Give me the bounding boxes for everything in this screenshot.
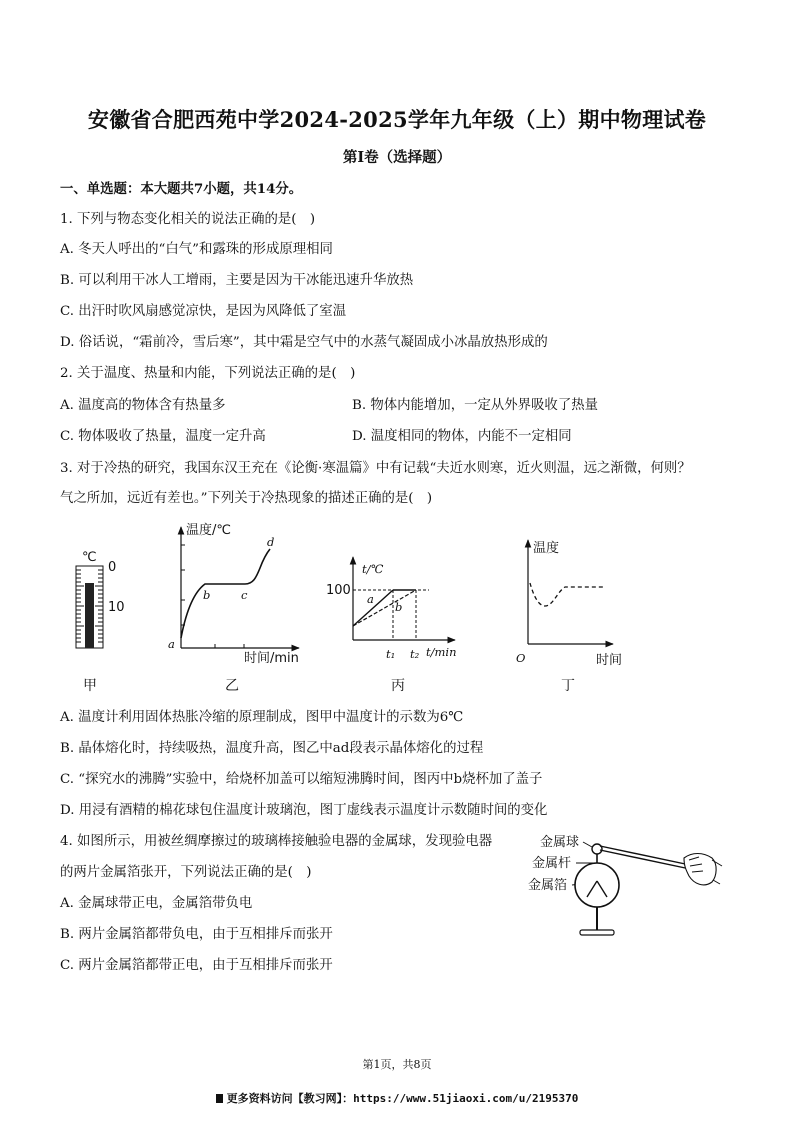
thermometer-liquid-column [85,583,94,648]
page-title: 安徽省合肥西苑中学2024-2025学年九年级（上）期中物理试卷 [87,107,707,132]
boiling-t1-label: t₁ [386,647,396,661]
thermometer-figure [76,550,125,694]
q4-option-c: C. 两片金属箔都带正电，由于互相排斥而张开 [60,958,333,973]
melting-ticks [181,545,244,648]
hand-icon [684,854,716,885]
melting-graph [168,522,299,694]
glass-rod-top [600,846,690,865]
boiling-t2-label: t₂ [410,647,420,661]
resource-link-text: 更多资料访问【教习网】：https://www.51jiaoxi.com/u/2195370 [226,1092,579,1105]
melting-y-label: 温度/℃ [186,523,231,538]
q4-stem-line2: 的两片金属箔张开，下列说法正确的是( ) [60,865,312,880]
q1-option-c: C. 出汗时吹风扇感觉凉快，是因为风降低了室温 [60,304,347,319]
q1-option-a: A. 冬天人呼出的“白气”和露珠的形成原理相同 [60,242,333,257]
thermometer-unit: ℃ [82,550,97,565]
boiling-label-a: a [367,592,374,606]
evaporation-x-label: 时间 [596,653,623,668]
section-title: 第I卷（选择题） [342,149,452,166]
melting-point-a: a [168,637,175,651]
part-heading: 一、单选题：本大题共7小题，共14分。 [60,181,303,197]
thermometer-tick-10: 10 [108,600,125,615]
glass-rod-bottom [600,850,690,869]
q4-stem-line1: 4. 如图所示，用被丝绸摩擦过的玻璃棒接触验电器的金属球，发现验电器 [60,834,493,849]
figure-caption-jia: 甲 [83,678,97,694]
q3-option-a: A. 温度计利用固体热胀冷缩的原理制成，图甲中温度计的示数为6℃ [60,710,464,725]
q2-option-b: B. 物体内能增加，一定从外界吸收了热量 [352,398,598,413]
label-metal-ball: 金属球 [540,835,580,850]
boiling-graph [326,557,457,694]
boiling-label-b: b [395,600,403,614]
q2-option-c: C. 物体吸收了热量，温度一定升高 [60,429,266,444]
figure-caption-yi: 乙 [225,678,239,694]
q2-option-a: A. 温度高的物体含有热量多 [60,398,226,413]
q1-option-b: B. 可以利用干冰人工增雨，主要是因为干冰能迅速升华放热 [60,273,414,288]
q3-option-d: D. 用浸有酒精的棉花球包住温度计玻璃泡，图丁虚线表示温度计示数随时间的变化 [60,803,548,818]
label-metal-foil: 金属箔 [528,878,568,893]
label-metal-rod: 金属杆 [532,856,572,871]
melting-point-d: d [267,535,275,549]
evaporation-origin: O [516,651,526,665]
melting-x-label: 时间/min [244,651,299,666]
q1-stem: 1. 下列与物态变化相关的说法正确的是( ) [60,212,316,227]
melting-point-c: c [241,588,248,602]
evaporation-dashed-curve [530,583,603,606]
q2-option-d: D. 温度相同的物体，内能不一定相同 [352,429,572,444]
q3-stem-line2: 气之所加，远近有差也。”下列关于冷热现象的描述正确的是( ) [60,491,433,506]
evaporation-y-label: 温度 [533,541,560,556]
boiling-y-label: t/℃ [362,562,384,576]
figure-caption-bing: 丙 [391,678,405,694]
electroscope-figure [528,834,722,935]
evaporation-graph [516,540,622,694]
figure-caption-ding: 丁 [561,678,575,694]
boiling-y-tick-100: 100 [326,583,351,598]
q1-option-d: D. 俗话说，“霜前冷，雪后寒”，其中霜是空气中的水蒸气凝固成小冰晶放热形成的 [60,335,548,350]
q3-option-c: C. “探究水的沸腾”实验中，给烧杯加盖可以缩短沸腾时间，图丙中b烧杯加了盖子 [60,772,543,787]
q3-option-b: B. 晶体熔化时，持续吸热，温度升高，图乙中ad段表示晶体熔化的过程 [60,741,484,756]
melting-curve [181,549,270,638]
stand-base [580,930,614,935]
melting-point-b: b [203,588,211,602]
boiling-x-label: t/min [426,645,457,659]
resource-link[interactable] [0,1090,794,1106]
q3-stem-line1: 3. 对于冷热的研究，我国东汉王充在《论衡·寒温篇》中有记载“夫近水则寒，近火则温，远之渐微，何则？ [60,461,691,476]
q4-option-a: A. 金属球带正电，金属箔带负电 [60,896,253,911]
glass-jar [575,863,619,907]
boiling-line-b [353,590,416,626]
q2-stem: 2. 关于温度、热量和内能，下列说法正确的是( ) [60,366,356,381]
thermometer-tick-0: 0 [108,560,117,575]
q4-option-b: B. 两片金属箔都带负电，由于互相排斥而张开 [60,927,333,942]
flag-icon [216,1094,223,1103]
leader-ball [583,842,592,847]
page-number: 第1页，共8页 [362,1058,432,1071]
